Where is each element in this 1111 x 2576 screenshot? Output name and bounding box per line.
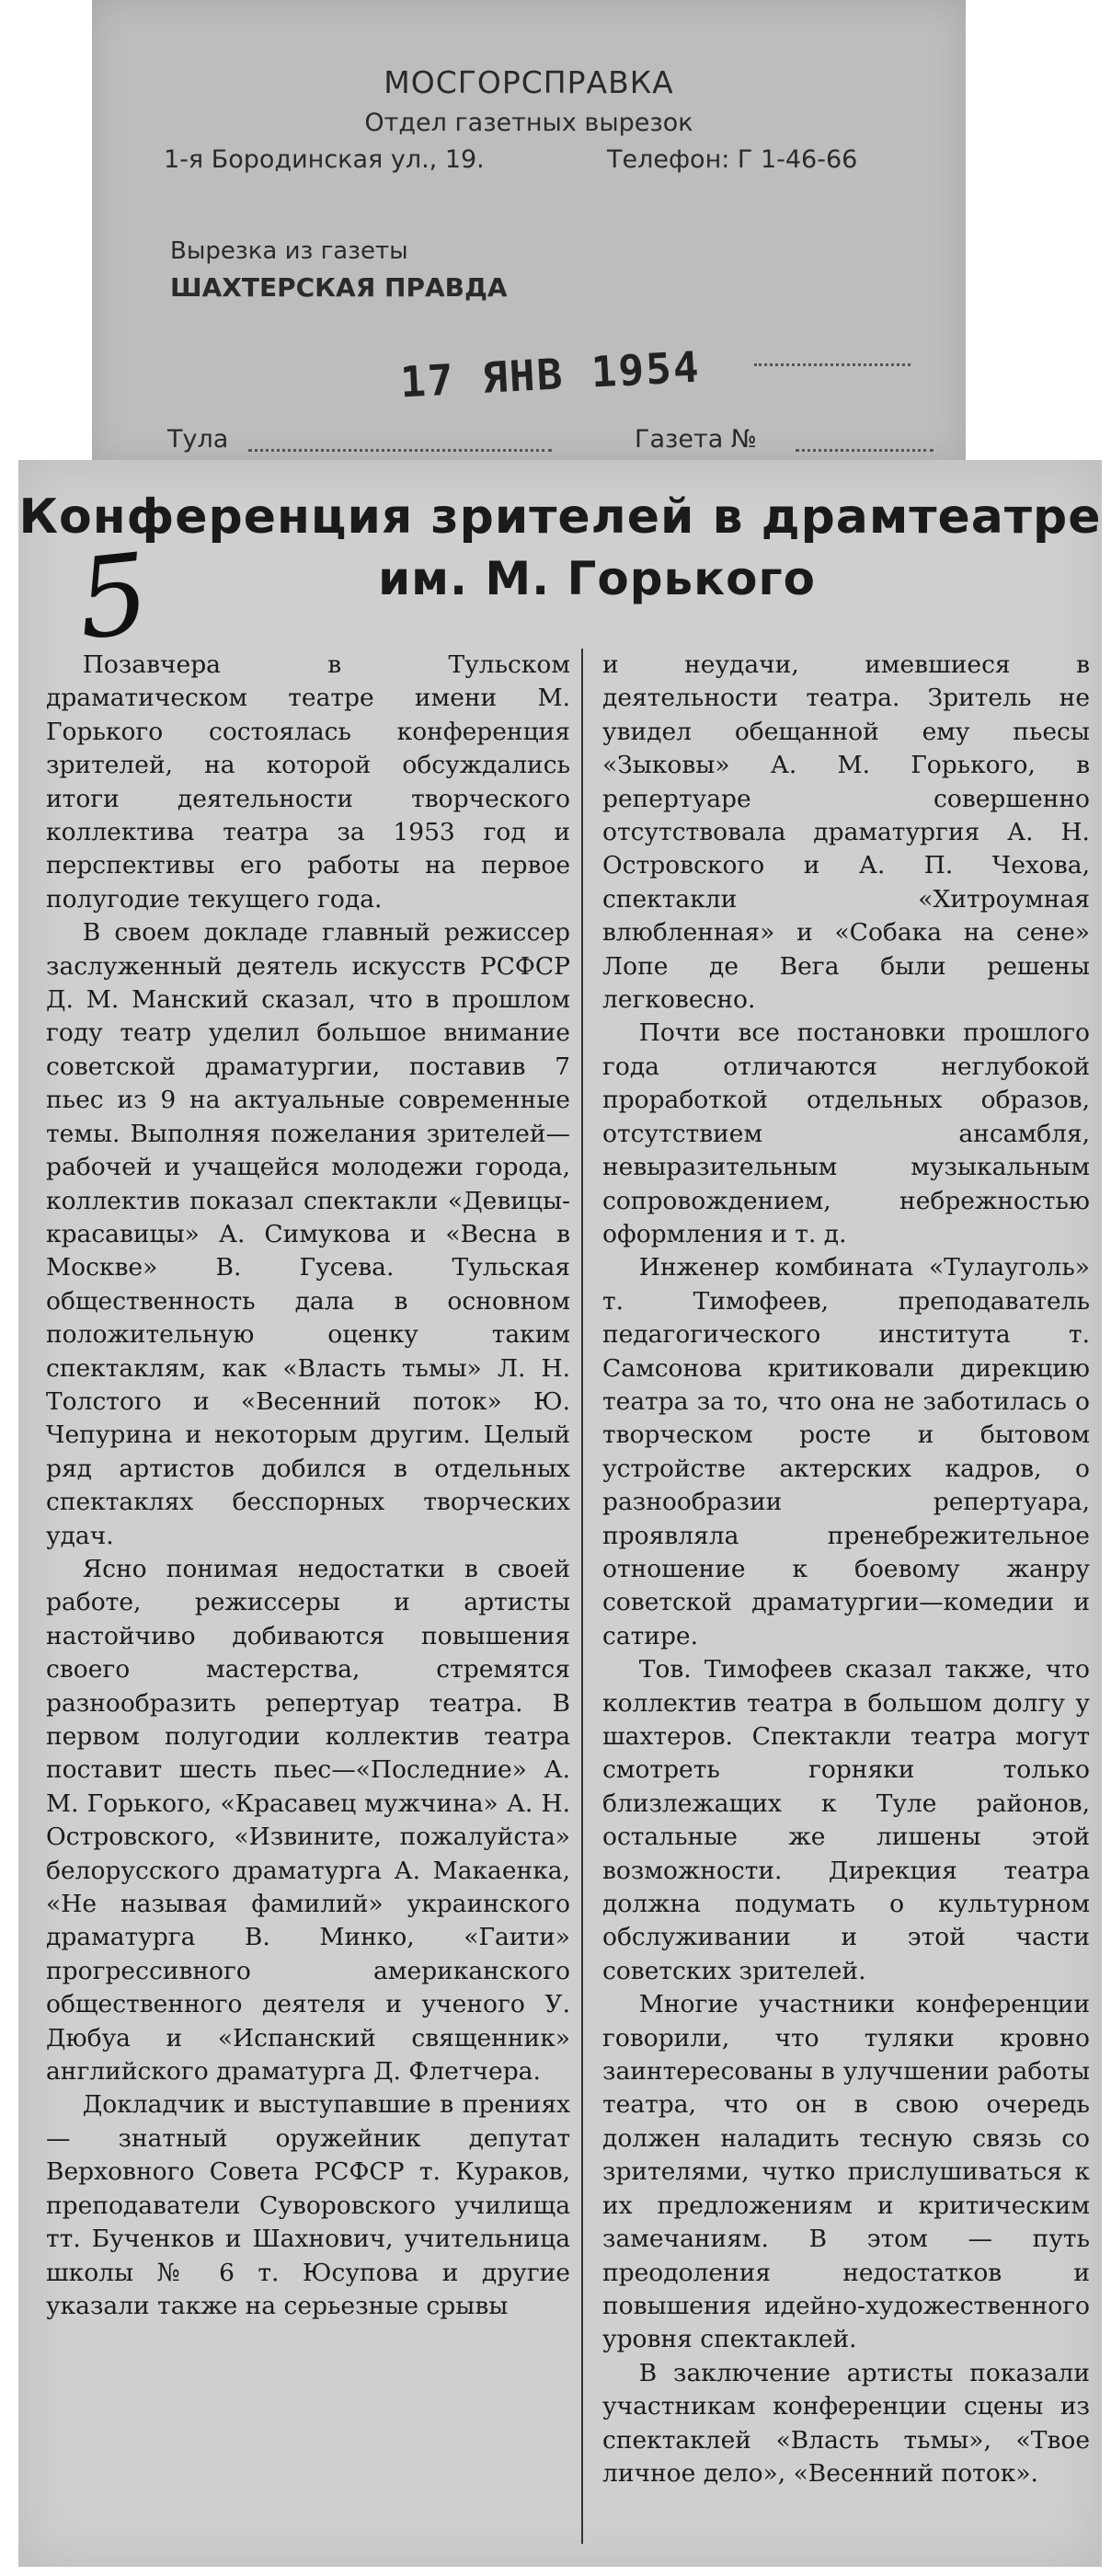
paragraph-continuation: и неудачи, имевшиеся в деятельности театра. Зритель не увидел обещанной ему пьесы «Зыковы» А. М. Горького, в репертуаре совершенно отсутствовала драматургия А. Н. Островского и А. П. Чехова, спектакли «Хитроумная влюбленная» и «Собака на сене» Лопе де Вега были решены легковесно.: [602, 650, 1090, 1015]
paragraph: Многие участники конференции говорили, что туляки кровно заинтересованы в улучшении работы театра, что он в свою очередь должен наладить тесную связь со зрителями, чутко прислушиваться к их предложениям и критическим замечаниям. В этом — путь преодоления недостатков и повышения идейно-художественного уровня спектаклей.: [602, 1990, 1090, 2354]
city-label: Тула: [167, 425, 229, 454]
issue-label: Газета №: [635, 425, 757, 454]
paragraph: Почти все постановки прошлого года отличаются неглубокой проработкой отдельных образов, отсутствием ансамбля, невыразительным музыкальным сопровождением, небрежностью оформления и т. д.: [602, 1018, 1090, 1248]
newspaper-name: ШАХТЕРСКАЯ ПРАВДА: [170, 272, 508, 303]
department-name: Отдел газетных вырезок: [364, 109, 693, 137]
city-dotted-line: [248, 449, 552, 452]
paragraph: Докладчик и выступавшие в прениях — знатный оружейник депутат Верховного Совета РСФСР т. Кураков, преподаватели Суворовского училища тт. Бученков и Шахнович, учительница школы № 6 т. Юсупова и другие указали также на серьезные срывы: [46, 2090, 570, 2320]
agency-phone: Телефон: Г 1-46-66: [607, 145, 858, 174]
article-right-column: [602, 649, 1090, 2490]
column-divider: [581, 649, 583, 2544]
headline-line-1: Конференция зрителей в драмтеатре: [18, 489, 1102, 545]
headline-line-2: им. М. Горького: [378, 552, 816, 605]
cutting-label: Вырезка из газеты: [170, 237, 408, 265]
newspaper-clipping: [18, 460, 1102, 2567]
paragraph: В заключение артисты показали участникам конференции сцены из спектаклей «Власть тьмы», «Твое личное дело», «Весенний поток».: [602, 2358, 1090, 2488]
article-left-column: [46, 649, 570, 2323]
paragraph: Инженер комбината «Тулауголь» т. Тимофеев, преподаватель педагогического института т. Самсонова критиковали дирекцию театра за то, что она не заботилась о творческом росте и бытовом устройстве актерских кадров, о разнообразии репертуара, проявляла пренебрежительное отношение к боевому жанру советской драматургии—комедии и сатире.: [602, 1253, 1090, 1650]
paragraph: Ясно понимая недостатки в своей работе, режиссеры и артисты настойчиво добиваются повышения своего мастерства, стремятся разнообразить репертуар театра. В первом полугодии коллектив театра поставит шесть пьес—«Последние» А. М. Горького, «Красавец мужчина» А. Н. Островского, «Извините, пожалуйста» белорусского драматурга А. Макаенка, «Не называя фамилий» украинского драматурга В. Минко, «Гаити» прогрессивного американского общественного деятеля и ученого У. Дюбуа и «Испанский священник» английского драматурга Д. Флетчера.: [46, 1554, 570, 2087]
handwritten-number: 5: [71, 530, 155, 665]
dotted-line: [754, 363, 911, 366]
paragraph: В своем докладе главный режиссер заслуженный деятель искусств РСФСР Д. М. Манский сказал, что в прошлом году театр уделил большое внимание советской драматургии, поставив 7 пьес из 9 на актуальные современные темы. Выполняя пожелания зрителей—рабочей и учащейся молодежи города, коллектив показал спектакли «Девицы-красавицы» А. Симукова и «Весна в Москве» В. Гусева. Тульская общественность дала в основном положительную оценку таким спектаклям, как «Власть тьмы» Л. Н. Толстого и «Весенний поток» Ю. Чепурина и некоторым другим. Целый ряд артистов добился в отдельных спектаклях бесспорных творческих удач.: [46, 918, 570, 1550]
agency-name: МОСГОРСПРАВКА: [384, 64, 674, 100]
paragraph: Позавчера в Тульском драматическом театре имени М. Горького состоялась конференция зрителей, на которой обсуждались итоги деятельности творческого коллектива театра за 1953 год и перспективы его работы на первое полугодие текущего года.: [46, 650, 570, 914]
issue-dotted-line: [796, 449, 933, 452]
clipping-header-card: [92, 0, 966, 465]
paragraph: Тов. Тимофеев сказал также, что коллектив театра в большом долгу у шахтеров. Спектакли театра могут смотреть горняки только близлежащих к Туле районов, остальные же лишены этой возможности. Дирекция театра должна подумать о культурном обслуживании и этой части советских зрителей.: [602, 1655, 1090, 1985]
agency-address: 1-я Бородинская ул., 19.: [164, 145, 485, 174]
date-stamp: 17 ЯНВ 1954: [398, 341, 702, 408]
